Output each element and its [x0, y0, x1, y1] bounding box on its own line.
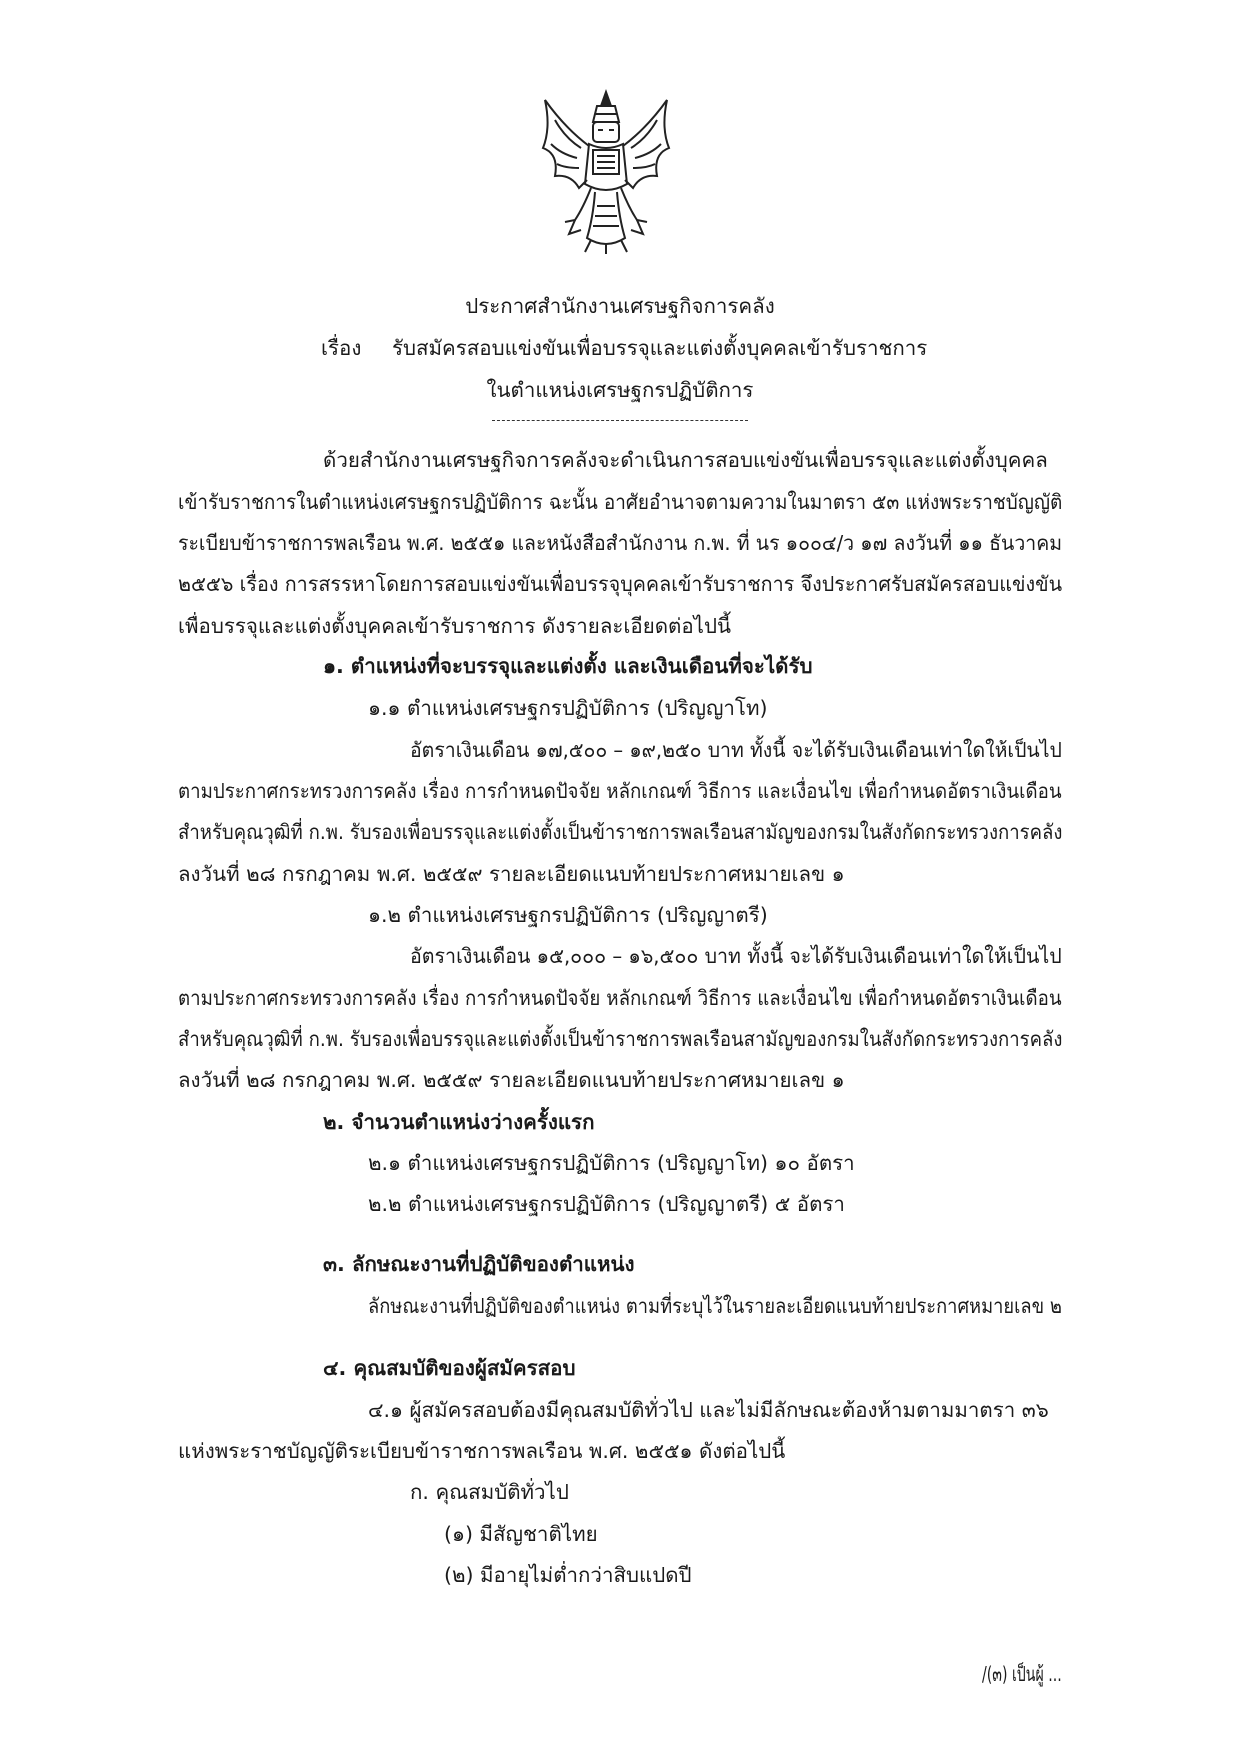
intro-line-5: เพื่อบรรจุและแต่งตั้งบุคคลเข้ารับราชการ ดังรายละเอียดต่อไปนี้ — [178, 614, 731, 638]
section4-heading: ๔. คุณสมบัติของผู้สมัครสอบ — [323, 1356, 576, 1380]
section2-item-1: ๒.๑ ตำแหน่งเศรษฐกรปฏิบัติการ (ปริญญาโท) ๑๐ อัตรา — [368, 1151, 855, 1175]
section4-item-2: (๒) มีอายุไม่ต่ำกว่าสิบแปดปี — [444, 1563, 692, 1587]
section4-general-heading: ก. คุณสมบัติทั่วไป — [410, 1480, 569, 1504]
section4-item-1: (๑) มีสัญชาติไทย — [444, 1522, 598, 1546]
section1-sub1-line-2: ตามประกาศกระทรวงการคลัง เรื่อง การกำหนดปัจจัย หลักเกณฑ์ วิธีการ และเงื่อนไข เพื่อกำหนดอัตราเงินเดือน — [178, 779, 1062, 803]
intro-line-3: ระเบียบข้าราชการพลเรือน พ.ศ. ๒๕๕๑ และหนังสือสำนักงาน ก.พ. ที่ นร ๑๐๐๔/ว ๑๗ ลงวันที่ ๑๑ ธันวาคม — [178, 531, 1063, 555]
section3-heading: ๓. ลักษณะงานที่ปฏิบัติของตำแหน่ง — [323, 1252, 635, 1276]
intro-line-4: ๒๕๕๖ เรื่อง การสรรหาโดยการสอบแข่งขันเพื่อบรรจุบุคคลเข้ารับราชการ จึงประกาศรับสมัครสอบแข่งขัน — [178, 572, 1063, 596]
section2-item-2: ๒.๒ ตำแหน่งเศรษฐกรปฏิบัติการ (ปริญญาตรี) ๕ อัตรา — [368, 1192, 845, 1216]
subject-text: รับสมัครสอบแข่งขันเพื่อบรรจุและแต่งตั้งบุคคลเข้ารับราชการ — [392, 336, 928, 360]
section4-sub1-line-2: แห่งพระราชบัญญัติระเบียบข้าราชการพลเรือน พ.ศ. ๒๕๕๑ ดังต่อไปนี้ — [178, 1439, 786, 1463]
continued-marker: /(๓) เป็นผู้ ... — [982, 1662, 1062, 1686]
intro-line-2: เข้ารับราชการในตำแหน่งเศรษฐกรปฏิบัติการ ฉะนั้น อาศัยอำนาจตามความในมาตรา ๕๓ แห่งพระราชบัญญัติ — [178, 490, 1063, 514]
subject-position: ในตำแหน่งเศรษฐกรปฏิบัติการ — [486, 378, 754, 402]
section4-sub1-line-1: ๔.๑ ผู้สมัครสอบต้องมีคุณสมบัติทั่วไป และไม่มีลักษณะต้องห้ามตามมาตรา ๓๖ — [368, 1398, 1049, 1422]
section1-sub2-line-1: อัตราเงินเดือน ๑๕,๐๐๐ – ๑๖,๕๐๐ บาท ทั้งนี้ จะได้รับเงินเดือนเท่าใดให้เป็นไป — [410, 944, 1062, 968]
section1-sub1-line-3: สำหรับคุณวุฒิที่ ก.พ. รับรองเพื่อบรรจุและแต่งตั้งเป็นข้าราชการพลเรือนสามัญของกรมในสังกัดกระทรวงการคลัง — [178, 820, 1063, 844]
section1-sub1-line-4: ลงวันที่ ๒๘ กรกฎาคม พ.ศ. ๒๕๕๙ รายละเอียดแนบท้ายประกาศหมายเลข ๑ — [178, 862, 845, 886]
header-divider — [492, 420, 748, 421]
section3-body: ลักษณะงานที่ปฏิบัติของตำแหน่ง ตามที่ระบุไว้ในรายละเอียดแนบท้ายประกาศหมายเลข ๒ — [368, 1294, 1062, 1318]
announcement-title: ประกาศสำนักงานเศรษฐกิจการคลัง — [465, 294, 775, 318]
section2-heading: ๒. จำนวนตำแหน่งว่างครั้งแรก — [323, 1110, 595, 1134]
intro-line-1: ด้วยสำนักงานเศรษฐกิจการคลังจะดำเนินการสอบแข่งขันเพื่อบรรจุและแต่งตั้งบุคคล — [323, 448, 1048, 472]
garuda-emblem-icon — [535, 88, 677, 256]
section1-sub2-line-4: ลงวันที่ ๒๘ กรกฎาคม พ.ศ. ๒๕๕๙ รายละเอียดแนบท้ายประกาศหมายเลข ๑ — [178, 1068, 845, 1092]
section1-sub1-line-1: อัตราเงินเดือน ๑๗,๕๐๐ – ๑๙,๒๕๐ บาท ทั้งนี้ จะได้รับเงินเดือนเท่าใดให้เป็นไป — [410, 738, 1062, 762]
section1-sub2-line-2: ตามประกาศกระทรวงการคลัง เรื่อง การกำหนดปัจจัย หลักเกณฑ์ วิธีการ และเงื่อนไข เพื่อกำหนดอัตราเงินเดือน — [178, 986, 1062, 1010]
section1-sub1: ๑.๑ ตำแหน่งเศรษฐกรปฏิบัติการ (ปริญญาโท) — [368, 696, 768, 720]
section1-heading: ๑. ตำแหน่งที่จะบรรจุและแต่งตั้ง และเงินเดือนที่จะได้รับ — [323, 654, 813, 678]
subject-label: เรื่อง — [321, 336, 362, 360]
section1-sub2: ๑.๒ ตำแหน่งเศรษฐกรปฏิบัติการ (ปริญญาตรี) — [368, 903, 768, 927]
section1-sub2-line-3: สำหรับคุณวุฒิที่ ก.พ. รับรองเพื่อบรรจุและแต่งตั้งเป็นข้าราชการพลเรือนสามัญของกรมในสังกัดกระทรวงการคลัง — [178, 1027, 1063, 1051]
